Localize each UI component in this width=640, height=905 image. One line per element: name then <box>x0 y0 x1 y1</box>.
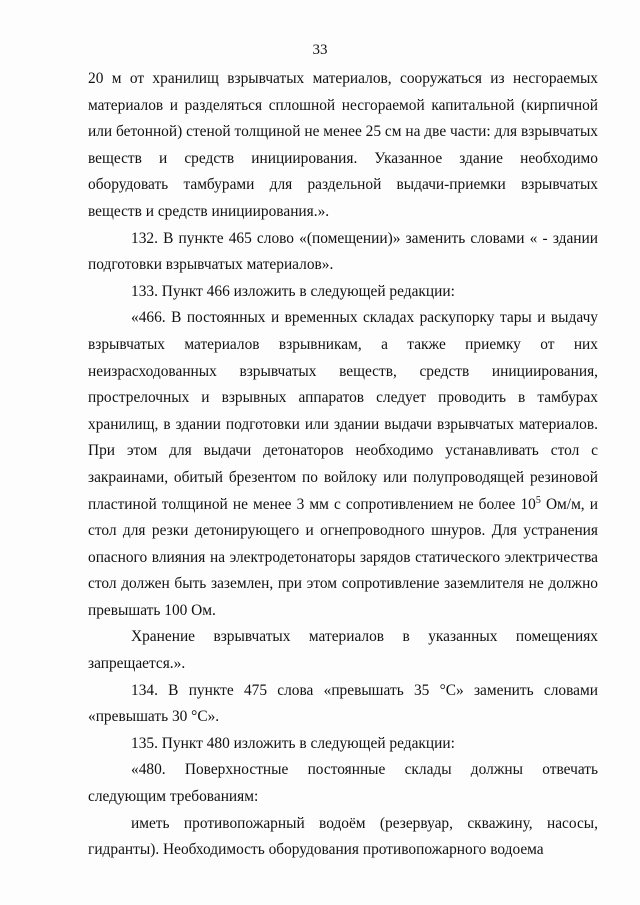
paragraph-fire-pond: иметь противопожарный водоём (резервуар, скважину, насосы, гидранты). Необходимость оборудования противопожарного водоема <box>88 814 598 859</box>
paragraph-480: «480. Поверхностные постоянные склады должны отвечать следующим требованиям: <box>88 761 598 806</box>
paragraph-133: 133. Пункт 466 изложить в следующей редакции: <box>131 282 455 300</box>
paragraph-134: 134. В пункте 475 слова «превышать 35 °С» заменить словами «превышать 30 °С». <box>88 681 598 726</box>
paragraph-466 <box>88 305 598 624</box>
paragraph-466-text-before: «466. В постоянных и временных складах раскупорку тары и выдачу взрывчатых материалов взрывникам, а также приемку от них неизрасходованных взрывчатых веществ, средств инициирования, прострелочных и взрывных аппаратов следует проводить в тамбурах хранилищ, в здании подготовки или здании выдачи взрывчатых материалов. При этом для выдачи детонаторов необходимо устанавливать стол с закраинами, обитый брезентом по войлоку или полупроводящей резиновой пластиной толщиной не менее 3 мм с сопротивлением не более 10 <box>88 309 598 513</box>
paragraph-storage-prohibited: Хранение взрывчатых материалов в указанных помещениях запрещается.». <box>88 628 598 673</box>
body-text <box>88 66 598 864</box>
paragraph-continuation: 20 м от хранилищ взрывчатых материалов, сооружаться из несгораемых материалов и разделяться сплошной несгораемой капитальной (кирпичной или бетонной) стеной толщиной не менее 25 см на две части: для взрывчатых веществ и средств инициирования. Указанное здание необходимо оборудовать тамбурами для раздельной выдачи-приемки взрывчатых веществ и средств инициирования.». <box>88 70 598 220</box>
paragraph-132: 132. В пункте 465 слово «(помещении)» заменить словами « - здании подготовки взрывчатых материалов». <box>88 229 598 274</box>
paragraph-135: 135. Пункт 480 изложить в следующей редакции: <box>131 734 455 752</box>
paragraph-466-text-after: Ом/м, и стол для резки детонирующего и огнепроводного шнуров. Для устранения опасного влияния на электродетонаторы зарядов статического электричества стол должен быть заземлен, при этом сопротивление заземлителя не должно превышать 100 Ом. <box>88 495 598 619</box>
page-number: 33 <box>312 42 328 58</box>
superscript-exponent: 5 <box>535 494 541 506</box>
